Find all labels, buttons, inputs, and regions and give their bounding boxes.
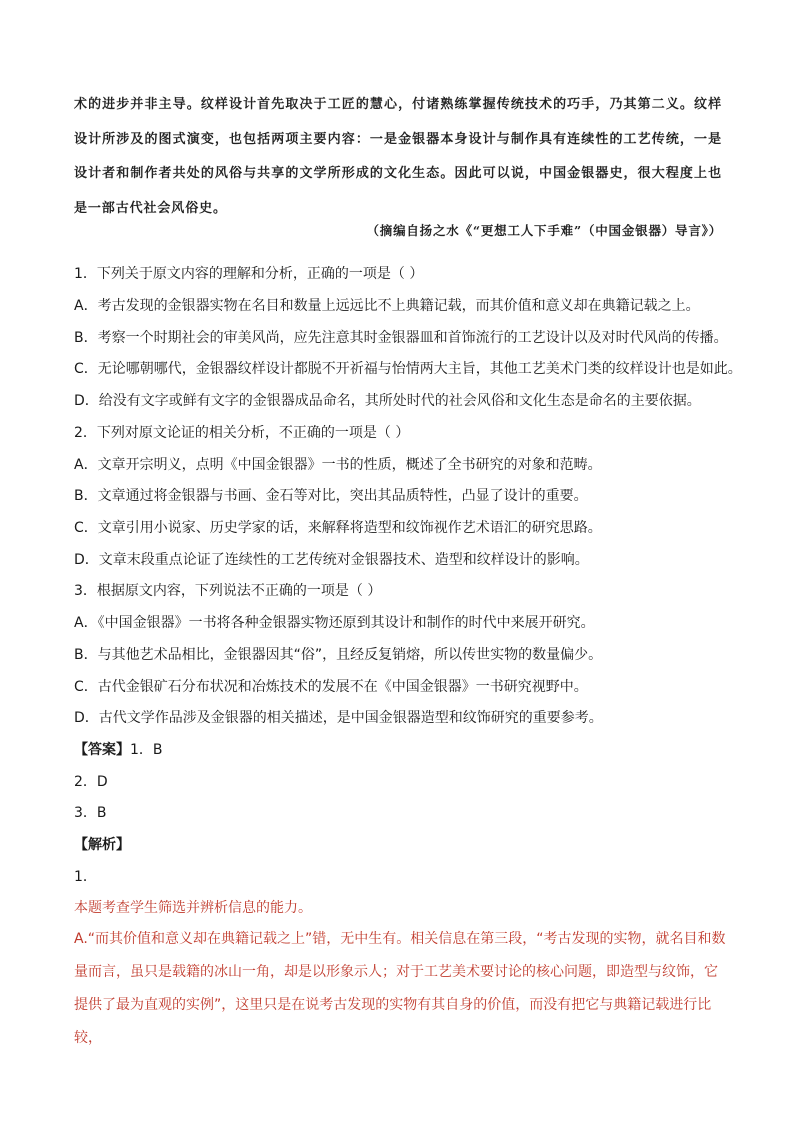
question-3-option-d: D．古代文学作品涉及金银器的相关描述，是中国金银器造型和纹饰研究的重要参考。	[74, 710, 603, 726]
question-2-option-d: D．文章末段重点论证了连续性的工艺传统对金银器技术、造型和纹样设计的影响。	[74, 552, 589, 568]
answer-label: 【答案】	[74, 742, 130, 758]
question-3-option-c: C．古代金银矿石分布状况和冶炼技术的发展不在《中国金银器》一书研究视野中。	[74, 679, 588, 695]
question-2-stem: 2．下列对原文论证的相关分析，不正确的一项是（ ）	[74, 425, 410, 441]
answer-item-2: 2．D	[74, 774, 108, 790]
question-1-option-d: D．给没有文字或鲜有文字的金银器成品命名，其所处时代的社会风俗和文化生态是命名的主要依据。	[74, 393, 701, 409]
question-2-option-a: A．文章开宗明义，点明《中国金银器》一书的性质，概述了全书研究的对象和范畴。	[74, 457, 602, 473]
answer-item-1: 1．B	[130, 742, 163, 758]
analysis-label: 【解析】	[74, 837, 130, 853]
analysis-text: A.“而其价值和意义却在典籍记载之上”错，无中生有。相关信息在第三段，“考古发现的实物，就名目和数量而言，虽只是载籍的冰山一角，却是以形象示人；对于工艺美术要讨论的核心问题，即造型与纹饰，它提供了最为直观的实例”，这里只是在说考古发现的实物有其自身的价值，而没有把它与典籍记载进行比较，	[74, 931, 726, 1046]
question-1-option-b: B．考察一个时期社会的审美风尚，应先注意其时金银器皿和首饰流行的工艺设计以及对时代风尚的传播。	[74, 330, 728, 346]
passage-excerpt: 术的进步并非主导。纹样设计首先取决于工匠的慧心，付诸熟练掌握传统技术的巧手，乃其第二义。纹样设计所涉及的图式演变，也包括两项主要内容：一是金银器本身设计与制作具有连续性的工艺传统，一是设计者和制作者共处的风俗与共享的文学所形成的文化生态。因此可以说，中国金银器史，很大程度上也是一部古代社会风俗史。	[74, 97, 722, 216]
analysis-number: 1．	[74, 869, 97, 885]
question-3-stem: 3．根据原文内容，下列说法不正确的一项是（ ）	[74, 583, 382, 599]
question-1-option-c: C．无论哪朝哪代，金银器纹样设计都脱不开祈福与怡情两大主旨，其他工艺美术门类的纹样设计也是如此。	[74, 361, 742, 377]
question-2-option-c: C．文章引用小说家、历史学家的话，来解释将造型和纹饰视作艺术语汇的研究思路。	[74, 520, 602, 536]
analysis-intro: 本题考查学生筛选并辨析信息的能力。	[74, 900, 312, 916]
answer-item-3: 3．B	[74, 805, 107, 821]
question-2-option-b: B．文章通过将金银器与书画、金石等对比，突出其品质特性，凸显了设计的重要。	[74, 488, 588, 504]
question-1-option-a: A．考古发现的金银器实物在名目和数量上远远比不上典籍记载，而其价值和意义却在典籍记载之上。	[74, 298, 700, 314]
answer-row-1	[74, 734, 734, 766]
question-3-option-b: B．与其他艺术品相比，金银器因其“俗”，且经反复销熔，所以传世实物的数量偏少。	[74, 647, 603, 663]
question-1-stem: 1．下列关于原文内容的理解和分析，正确的一项是（ ）	[74, 266, 424, 282]
question-3-option-a: A．《中国金银器》一书将各种金银器实物还原到其设计和制作的时代中来展开研究。	[74, 615, 595, 631]
source-citation: （摘编自扬之水《“更想工人下手难”（中国金银器）导言》）	[366, 223, 722, 238]
